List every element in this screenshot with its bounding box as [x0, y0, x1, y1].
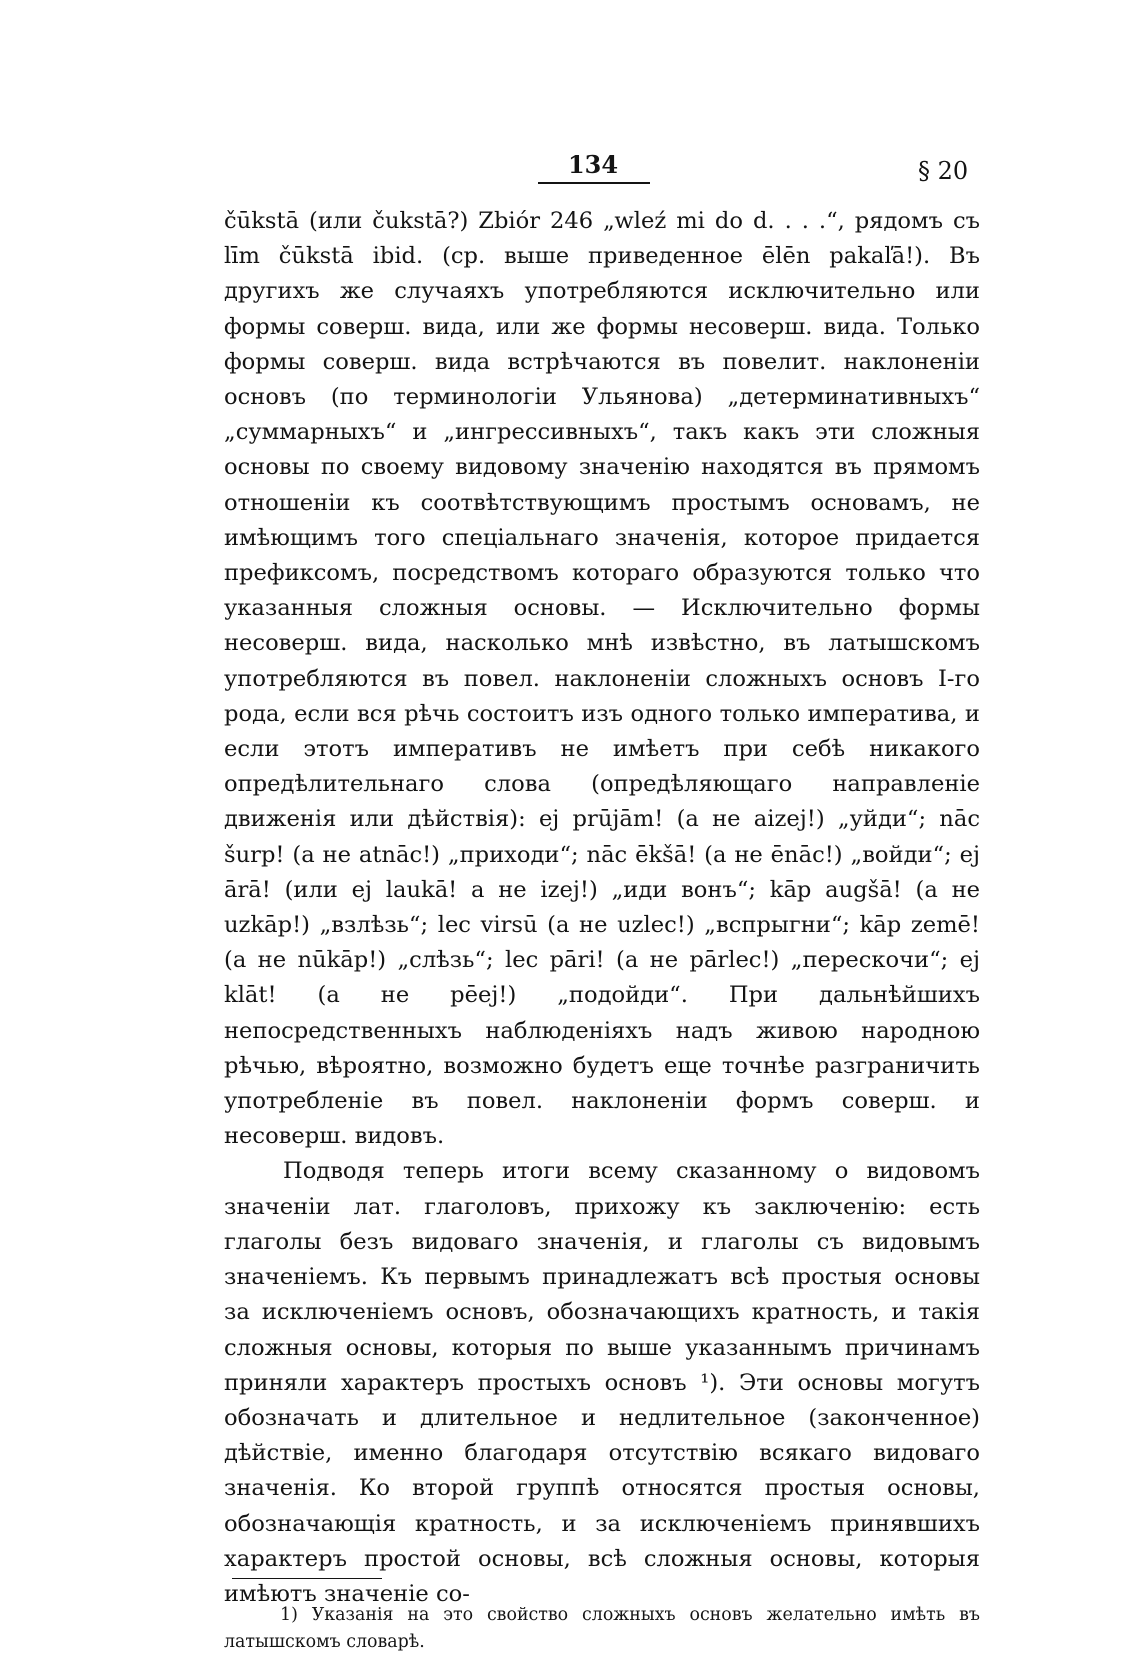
page-number: 134 — [567, 150, 619, 179]
paragraph-1: čūkstā (или čukstā?) Zbiór 246 „wleź mi do d. . . .“, рядомъ съ līm čūkstā ibid. (ср. выше приведенное ēlēn pakaľā!). Въ другихъ же случаяхъ употребляются исключительно или формы соверш. вида, или же формы несоверш. вида. Только формы соверш. вида встрѣчаются въ повелит. наклоненіи основъ (по терминологіи Ульянова) „детерминативныхъ“ „суммарныхъ“ и „ингрессивныхъ“, такъ какъ эти сложныя основы по своему видовому значенію находятся въ прямомъ отношеніи къ соотвѣтствующимъ простымъ основамъ, не имѣющимъ того спеціальнаго значенія, которое придается префиксомъ, посредствомъ котораго образуются только что указанныя сложныя основы. — Исключительно формы несоверш. вида, насколько мнѣ извѣстно, въ латышскомъ употребляются въ повел. наклоненіи сложныхъ основъ I-го рода, если вся рѣчь состоитъ изъ одного только императива, и если этотъ императивъ не имѣетъ при себѣ никакого опредѣлительнаго слова (опредѣляющаго направленіе движенія или дѣйствія): ej prūjām! (а не aizej!) „уйди“; nāc šurp! (а не atnāc!) „приходи“; nāc ēkšā! (а не ēnāc!) „войди“; ej ārā! (или ej laukā! а не izej!) „иди вонъ“; kāp augšā! (а не uzkāp!) „взлѣзь“; lec virsū (а не uzlec!) „вспрыгни“; kāp zemē! (а не nūkāp!) „слѣзь“; lec pāri! (а не pārlec!) „перескочи“; ej klāt! (а не pēej!) „подойди“. При дальнѣйшихъ непосредственныхъ наблюденіяхъ надъ живою народною рѣчью, вѣроятно, возможно будетъ еще точнѣе разграничить употребленіе въ повел. наклоненіи формъ соверш. и несоверш. видовъ. — [224, 208, 980, 1150]
main-text — [224, 204, 980, 1612]
header-rule — [538, 182, 650, 184]
footnote-divider — [232, 1578, 382, 1579]
footnote — [224, 1602, 980, 1656]
footnote-text: 1) Указанія на это свойство сложныхъ основъ желательно имѣть въ латышскомъ словарѣ. — [224, 1605, 980, 1652]
paragraph-2: Подводя теперь итоги всему сказанному о видовомъ значеніи лат. глаголовъ, прихожу къ заключенію: есть глаголы безъ видоваго значенія, и глаголы съ видовымъ значеніемъ. Къ первымъ принадлежатъ всѣ простыя основы за исключеніемъ основъ, обозначающихъ кратность, и такія сложныя основы, которыя по выше указаннымъ причинамъ приняли характеръ простыхъ основъ ¹). Эти основы могутъ обозначать и длительное и недлительное (законченное) дѣйствіе, именно благодаря отсутствію всякаго видоваго значенія. Ко второй группѣ относятся простыя основы, обозначающія кратность, и за исключеніемъ принявшихъ характеръ простой основы, всѣ сложныя основы, которыя имѣютъ значеніе со- — [224, 1158, 980, 1607]
section-mark: § 20 — [918, 157, 969, 185]
